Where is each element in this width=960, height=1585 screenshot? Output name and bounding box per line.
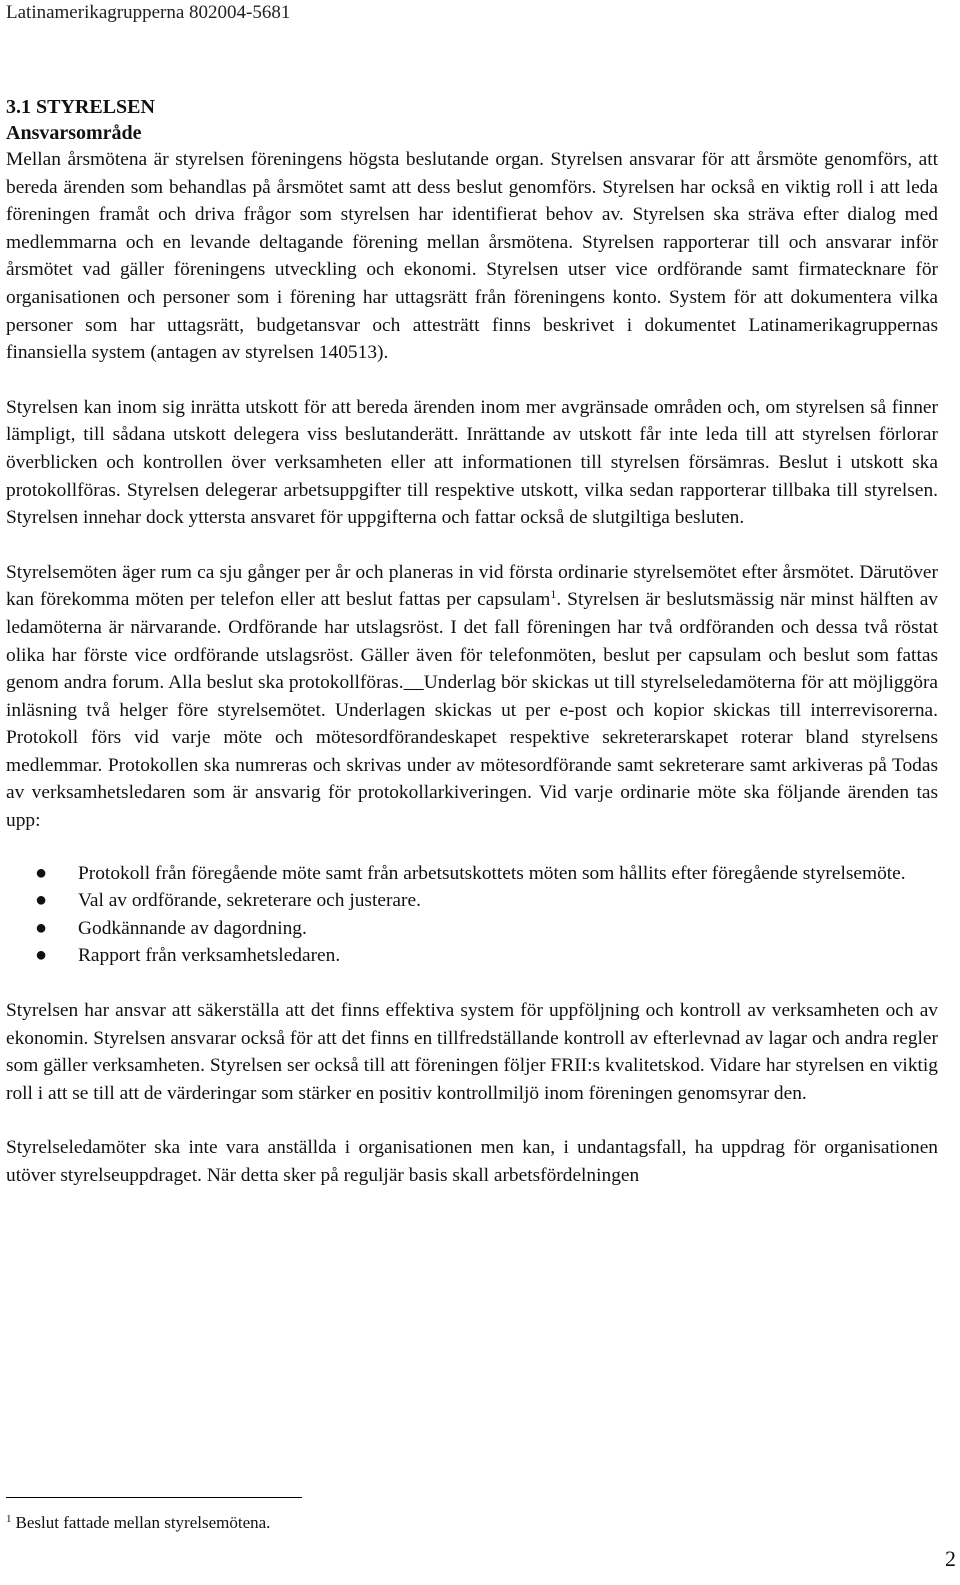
meetings-text-a: Styrelsemöten äger rum ca sju gånger per år och planeras in vid första ordinarie styrelsemötet efter årsmötet. Därutöver kan förekomma möten per telefon eller att beslut fattas per capsulam	[6, 561, 938, 611]
page-header: Latinamerikagrupperna 802004-5681	[6, 2, 291, 23]
meetings-text-c: Underlag bör skickas ut till styrelseledamöterna för att möjliggöra inläsning två helger före styrelsemötet. Underlagen skickas ut per e-post och kopior skickas till interrevisorerna. Protokoll förs vid varje möte och mötesordförandeskapet respektive sekreterarskapet roterar bland styrelsens medlemmar. Protokollen ska numreras och skrivas under av mötesordförande samt sekreterare samt arkiveras på Todas av verksamhetsledaren som är ansvarig för protokollarkiveringen. Vid varje ordinarie möte ska följande ärenden tas upp:	[6, 672, 939, 832]
footnote-reference: 1	[550, 587, 557, 602]
list-item: ● Godkännande av dagordning.	[6, 915, 938, 943]
paragraph-control: Styrelsen har ansvar att säkerställa att det finns effektiva system för uppföljning och kontroll av verksamheten och av ekonomin. Styrelsen ansvarar också för att det finns en tillfredställande kontroll av efterlevnad av lagar och andra regler som gäller verksamheten. Styrelsen ser också till att föreningen följer FRII:s kvalitetskod. Vidare har styrelsen en viktig roll i att se till att de värderingar som stärker en positiv kontrollmiljö inom föreningen genomsyrar den.	[6, 1000, 938, 1104]
footnote	[6, 1512, 270, 1534]
footnote-divider	[6, 1497, 302, 1498]
section-heading: 3.1 STYRELSEN	[6, 96, 155, 118]
footnote-text: Beslut fattade mellan styrelsemötena.	[15, 1513, 271, 1532]
page-number: 2	[945, 1546, 956, 1571]
paragraph-board-meetings	[6, 559, 938, 835]
bullet-icon: ●	[35, 944, 48, 967]
bullet-icon: ●	[35, 861, 48, 884]
list-item: ● Protokoll från föregående möte samt från arbetsutskottets möten som hållits efter föregående styrelsemöte.	[6, 860, 938, 888]
document-body	[6, 94, 938, 1190]
list-item: ● Val av ordförande, sekreterare och justerare.	[6, 887, 938, 915]
paragraph-board-members: Styrelseledamöter ska inte vara anställda i organisationen men kan, i undantagsfall, ha uppdrag för organisationen utöver styrelseuppdraget. När detta sker på reguljär basis skall arbetsfördelningen	[6, 1137, 938, 1186]
paragraph-responsibilities: Mellan årsmötena är styrelsen föreningens högsta beslutande organ. Styrelsen ansvarar för att årsmöte genomförs, att bereda ärenden som behandlas på årsmötet samt att dess beslut genomförs. Styrelsen har också en viktig roll i att leda föreningen framåt och driva frågor som styrelsen har identifierat behov av. Styrelsen ska sträva efter dialog med medlemmarna och en levande deltagande förening mellan årsmötena. Styrelsen rapporterar till och ansvarar inför årsmötet vad gäller föreningens utveckling och ekonomi. Styrelsen utser vice ordförande samt firmatecknare för organisationen och personer som i förening har uttagsrätt från föreningens konto. System för att dokumentera vilka personer som har uttagsrätt, budgetansvar och attesträtt finns beskrivet i dokumentet Latinamerikagruppernas finansiella system (antagen av styrelsen 140513).	[6, 149, 938, 364]
list-item: ● Rapport från verksamhetsledaren.	[6, 942, 938, 970]
bullet-icon: ●	[35, 916, 48, 939]
paragraph-committees: Styrelsen kan inom sig inrätta utskott för att bereda ärenden inom mer avgränsade områden och, om styrelsen så finner lämpligt, till sådana utskott delegera viss beslutanderätt. Inrättande av utskott får inte leda till att styrelsen förlorar överblicken och kontrollen över verksamheten eller att informationen till styrelsen försämras. Beslut i utskott ska protokollföras. Styrelsen delegerar arbetsuppgifter till respektive utskott, vilka sedan rapporterar tillbaka till styrelsen. Styrelsen innehar dock yttersta ansvaret för uppgifterna och fattar också de slutgiltiga besluten.	[6, 396, 938, 529]
bullet-icon: ●	[35, 889, 48, 912]
footnote-number: 1	[6, 1513, 12, 1525]
agenda-list	[6, 860, 938, 970]
underlined-gap	[404, 672, 424, 693]
section-subheading: Ansvarsområde	[6, 122, 142, 144]
meetings-text-b: . Styrelsen är beslutsmässig när minst hälften av ledamöterna är närvarande. Ordförande har utslagsröst. I det fall föreningen har två ordföranden och dessa två röstat olika har förste vice ordförande utslagsröst. Gäller även för telefonmöten, beslut per capsulam och beslut som fattas genom andra forum. Alla beslut ska protokollföras.	[6, 589, 938, 694]
